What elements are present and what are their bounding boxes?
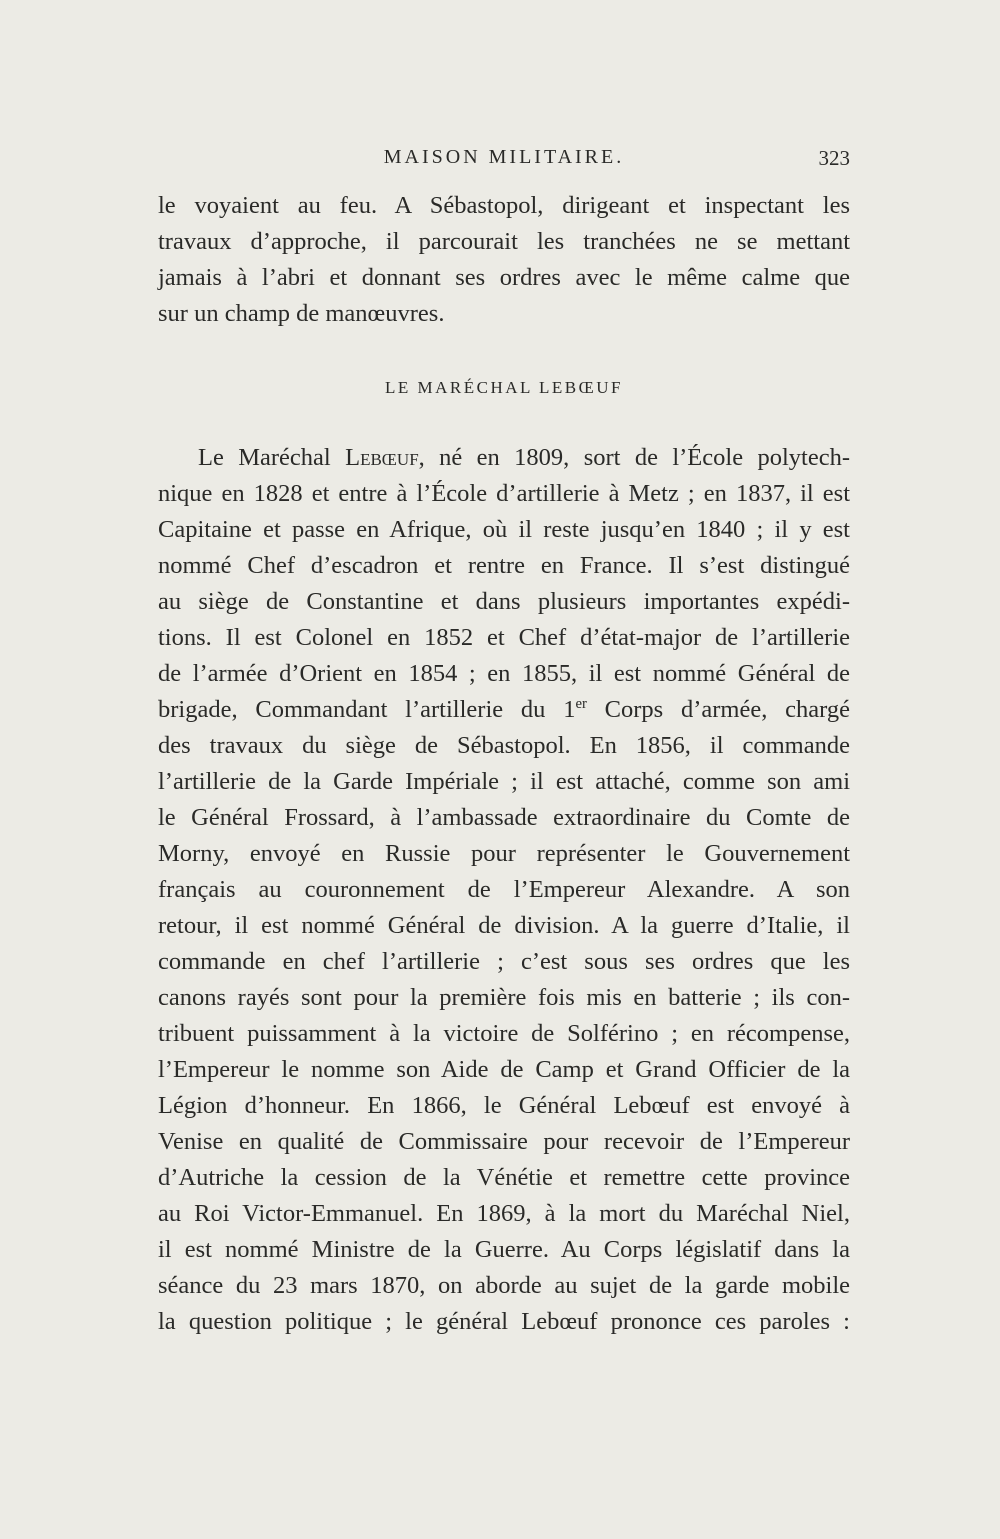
- text-line: le Général Frossard, à l’ambassade extraordinaire du Comte de: [158, 804, 850, 831]
- text-line: commande en chef l’artillerie ; c’est sous ses ordres que les: [158, 948, 850, 975]
- running-head: [158, 142, 850, 172]
- text-line: Légion d’honneur. En 1866, le Général Lebœuf est envoyé à: [158, 1092, 850, 1119]
- text-line: tribuent puissamment à la victoire de Solférino ; en récompense,: [158, 1020, 850, 1047]
- text-line: Morny, envoyé en Russie pour représenter le Gouvernement: [158, 840, 850, 867]
- text-line: il est nommé Ministre de la Guerre. Au Corps législatif dans la: [158, 1236, 850, 1263]
- text-fragment: brigade, Commandant l’artillerie du 1: [158, 696, 576, 723]
- section-heading: LE MARÉCHAL LEBŒUF: [385, 378, 623, 397]
- text-line: Venise en qualité de Commissaire pour recevoir de l’Empereur: [158, 1128, 850, 1155]
- text-line: tions. Il est Colonel en 1852 et Chef d’état-major de l’artillerie: [158, 624, 850, 651]
- text-fragment: , né en 1809, sort de l’École polytech-: [418, 444, 850, 471]
- text-line: nique en 1828 et entre à l’École d’artillerie à Metz ; en 1837, il est: [158, 480, 850, 507]
- text-line: de l’armée d’Orient en 1854 ; en 1855, il est nommé Général de: [158, 660, 850, 687]
- running-title: MAISON MILITAIRE.: [383, 146, 625, 168]
- text-line: sur un champ de manœuvres.: [158, 300, 445, 327]
- text-line: au siège de Constantine et dans plusieurs importantes expédi-: [158, 588, 850, 615]
- text-line: canons rayés sont pour la première fois mis en batterie ; ils con-: [158, 984, 850, 1011]
- page-number: 323: [818, 146, 850, 170]
- text-line: [158, 692, 850, 728]
- text-line: travaux d’approche, il parcourait les tranchées ne se mettant: [158, 228, 850, 255]
- text-line: d’Autriche la cession de la Vénétie et remettre cette province: [158, 1164, 850, 1191]
- text-line: l’Empereur le nomme son Aide de Camp et Grand Officier de la: [158, 1056, 850, 1083]
- text-line: nommé Chef d’escadron et rentre en France. Il s’est distingué: [158, 552, 850, 579]
- text-line: l’artillerie de la Garde Impériale ; il est attaché, comme son ami: [158, 768, 850, 795]
- text-line: français au couronnement de l’Empereur Alexandre. A son: [158, 876, 850, 903]
- person-name: Lebœuf: [345, 444, 419, 471]
- text-line: séance du 23 mars 1870, on aborde au sujet de la garde mobile: [158, 1272, 850, 1299]
- text-line: des travaux du siège de Sébastopol. En 1856, il commande: [158, 732, 850, 759]
- text-line: jamais à l’abri et donnant ses ordres avec le même calme que: [158, 264, 850, 291]
- text-line: Capitaine et passe en Afrique, où il reste jusqu’en 1840 ; il y est: [158, 516, 850, 543]
- text-fragment: Corps d’armée, chargé: [586, 696, 850, 723]
- text-line: [198, 440, 850, 476]
- ordinal-superscript: er: [575, 696, 587, 713]
- text-fragment: Le Maréchal: [198, 444, 346, 471]
- text-line: au Roi Victor-Emmanuel. En 1869, à la mort du Maréchal Niel,: [158, 1200, 850, 1227]
- text-line: la question politique ; le général Lebœuf prononce ces paroles :: [158, 1308, 850, 1335]
- text-line: le voyaient au feu. A Sébastopol, dirigeant et inspectant les: [158, 192, 850, 219]
- text-line: retour, il est nommé Général de division. A la guerre d’Italie, il: [158, 912, 850, 939]
